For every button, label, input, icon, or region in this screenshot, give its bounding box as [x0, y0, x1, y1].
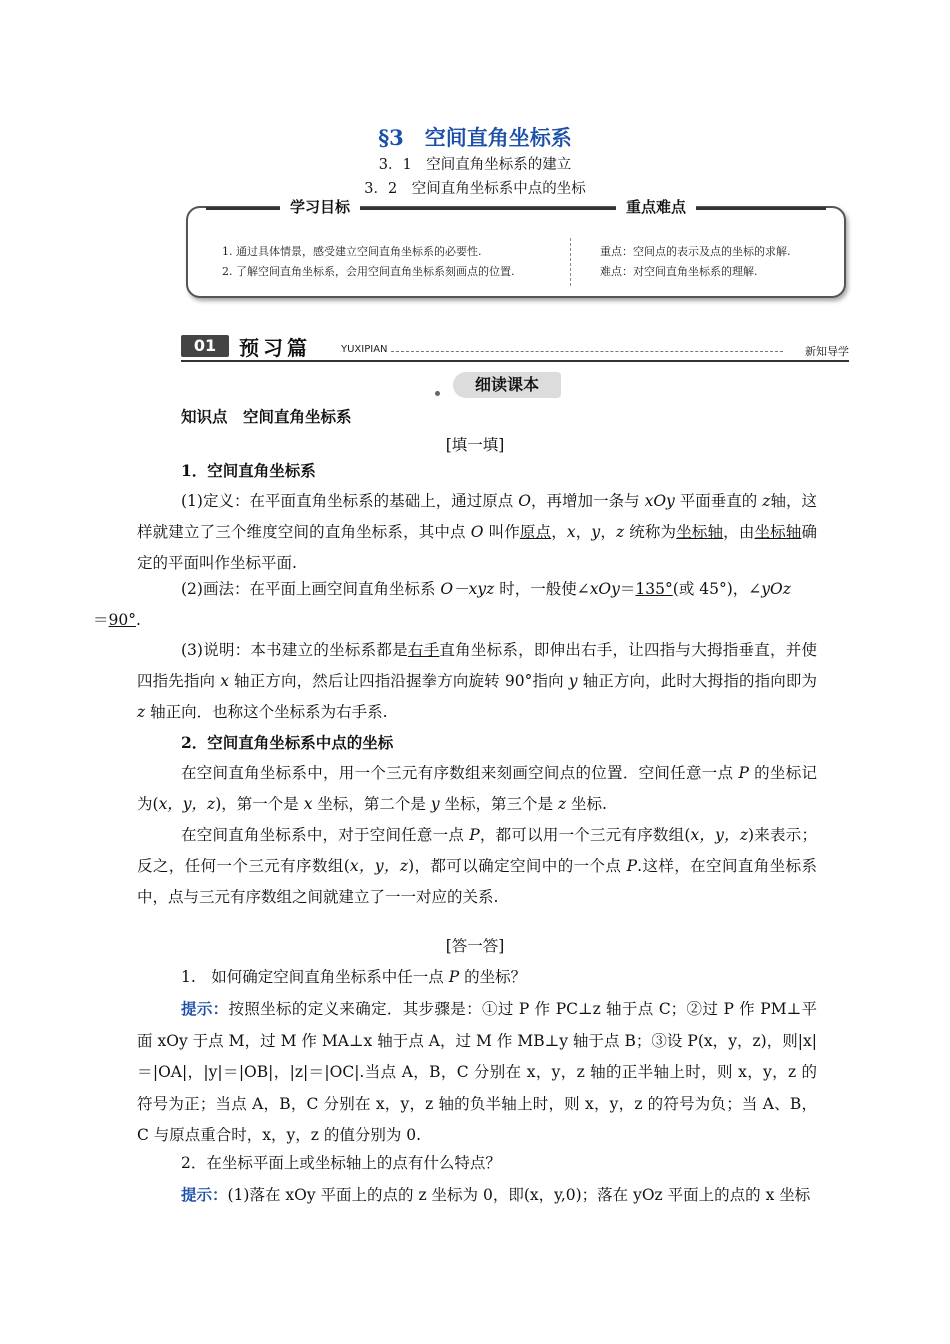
key-points-list: [600, 242, 791, 282]
section-tagline: 新知导学: [805, 345, 849, 358]
page-title: §3 空间直角坐标系: [378, 125, 572, 150]
right-hand-note-paragraph: (3)说明：本书建立的坐标系都是右手直角坐标系，即伸出右手，让四指与大拇指垂直，并使四指先指向 x 轴正方向，然后让四指沿握拳方向旋转 90°指向 y 轴正方向，此时大拇指的指向即为 z 轴正向．也称这个坐标系为右手系.: [137, 641, 817, 721]
section-underline: [181, 360, 849, 362]
section-name: 预习篇: [239, 336, 311, 360]
dots-icon: [435, 382, 445, 388]
hint-label: 提示：: [181, 999, 229, 1018]
fill-in-label: [填一填]: [445, 436, 505, 454]
section-english: YUXIPIAN: [341, 344, 388, 355]
key-point-item: 重点：空间点的表示及点的坐标的求解.: [600, 245, 791, 258]
question-2: 2．在坐标平面上或坐标轴上的点有什么特点？: [181, 1154, 501, 1172]
hint-label: 提示：: [181, 1185, 228, 1204]
key-point-item: 难点：对空间直角坐标系的理解.: [600, 265, 758, 278]
read-textbook-banner: [435, 372, 565, 398]
key-points-label: 重点难点: [616, 196, 696, 217]
drawing-paragraph: (2)画法：在平面上画空间直角坐标系 O－xyz 时，一般使∠xOy＝135°(或 45°)，∠yOz ＝90°.: [93, 580, 791, 629]
knowledge-point-title: 知识点 空间直角坐标系: [181, 407, 352, 426]
learning-goals-label: 学习目标: [280, 196, 360, 217]
section-number: 01: [181, 335, 229, 357]
box-divider: [570, 238, 571, 286]
coordinates-paragraph-1: 在空间直角坐标系中，用一个三元有序数组来刻画空间点的位置．空间任意一点 P 的坐标记为(x，y，z)，第一个是 x 坐标，第二个是 y 坐标，第三个是 z 坐标.: [137, 764, 817, 813]
read-textbook-label: 细读课本: [453, 372, 561, 398]
subtitle-3-1: 3．1 空间直角坐标系的建立: [378, 157, 572, 173]
answer-label: [答一答]: [445, 937, 505, 955]
objectives-box: [186, 198, 846, 298]
question-1: 1. 如何确定空间直角坐标系中任一点 P 的坐标？: [181, 968, 527, 986]
definition-paragraph: (1)定义：在平面直角坐标系的基础上，通过原点 O，再增加一条与 xOy 平面垂直的 z轴，这样就建立了三个维度空间的直角坐标系，其中点 O 叫作原点，x，y，z 统称为坐标轴，由坐标轴确定的平面叫作坐标平面.: [137, 492, 818, 572]
coordinates-paragraph-2: 在空间直角坐标系中，对于空间任意一点 P，都可以用一个三元有序数组(x，y，z)来表示；反之，任何一个三元有序数组(x，y，z)，都可以确定空间中的一个点 P.这样，在空间直角坐标系中，点与三元有序数组之间就建立了一一对应的关系.: [137, 826, 817, 906]
section-header: [181, 332, 849, 362]
heading-coordinate-system: 1．空间直角坐标系: [181, 461, 316, 480]
answer-1: 提示：按照坐标的定义来确定．其步骤是：①过 P 作 PC⊥z 轴于点 C；②过 P 作 PM⊥平面 xOy 于点 M，过 M 作 MA⊥x 轴于点 A，过 M 作 MB⊥y 轴于点 B；③设 P(x，y，z)，则|x|＝|OA|，|y|＝|OB|，|z|＝|OC|.当点 A，B，C 分别在 x，y，z 轴的正半轴上时，则 x，y，z 的符号为正；当点 A，B，C 分别在 x，y，z 轴的负半轴上时，则 x，y，z 的符号为负；当 A、B，C 与原点重合时，x，y，z 的值分别为 0.: [137, 999, 817, 1144]
learning-goals-list: [222, 242, 515, 282]
answer-2: 提示：(1)落在 xOy 平面上的点的 z 坐标为 0，即(x，y,0)；落在 yOz 平面上的点的 x 坐标: [181, 1185, 811, 1204]
goal-item: 2. 了解空间直角坐标系，会用空间直角坐标系刻画点的位置.: [222, 265, 515, 278]
heading-point-coordinates: 2．空间直角坐标系中点的坐标: [181, 733, 394, 752]
subtitle-3-2: 3．2 空间直角坐标系中点的坐标: [364, 181, 586, 197]
goal-item: 1. 通过具体情景，感受建立空间直角坐标系的必要性.: [222, 245, 482, 258]
section-dash-rule: [391, 351, 783, 352]
